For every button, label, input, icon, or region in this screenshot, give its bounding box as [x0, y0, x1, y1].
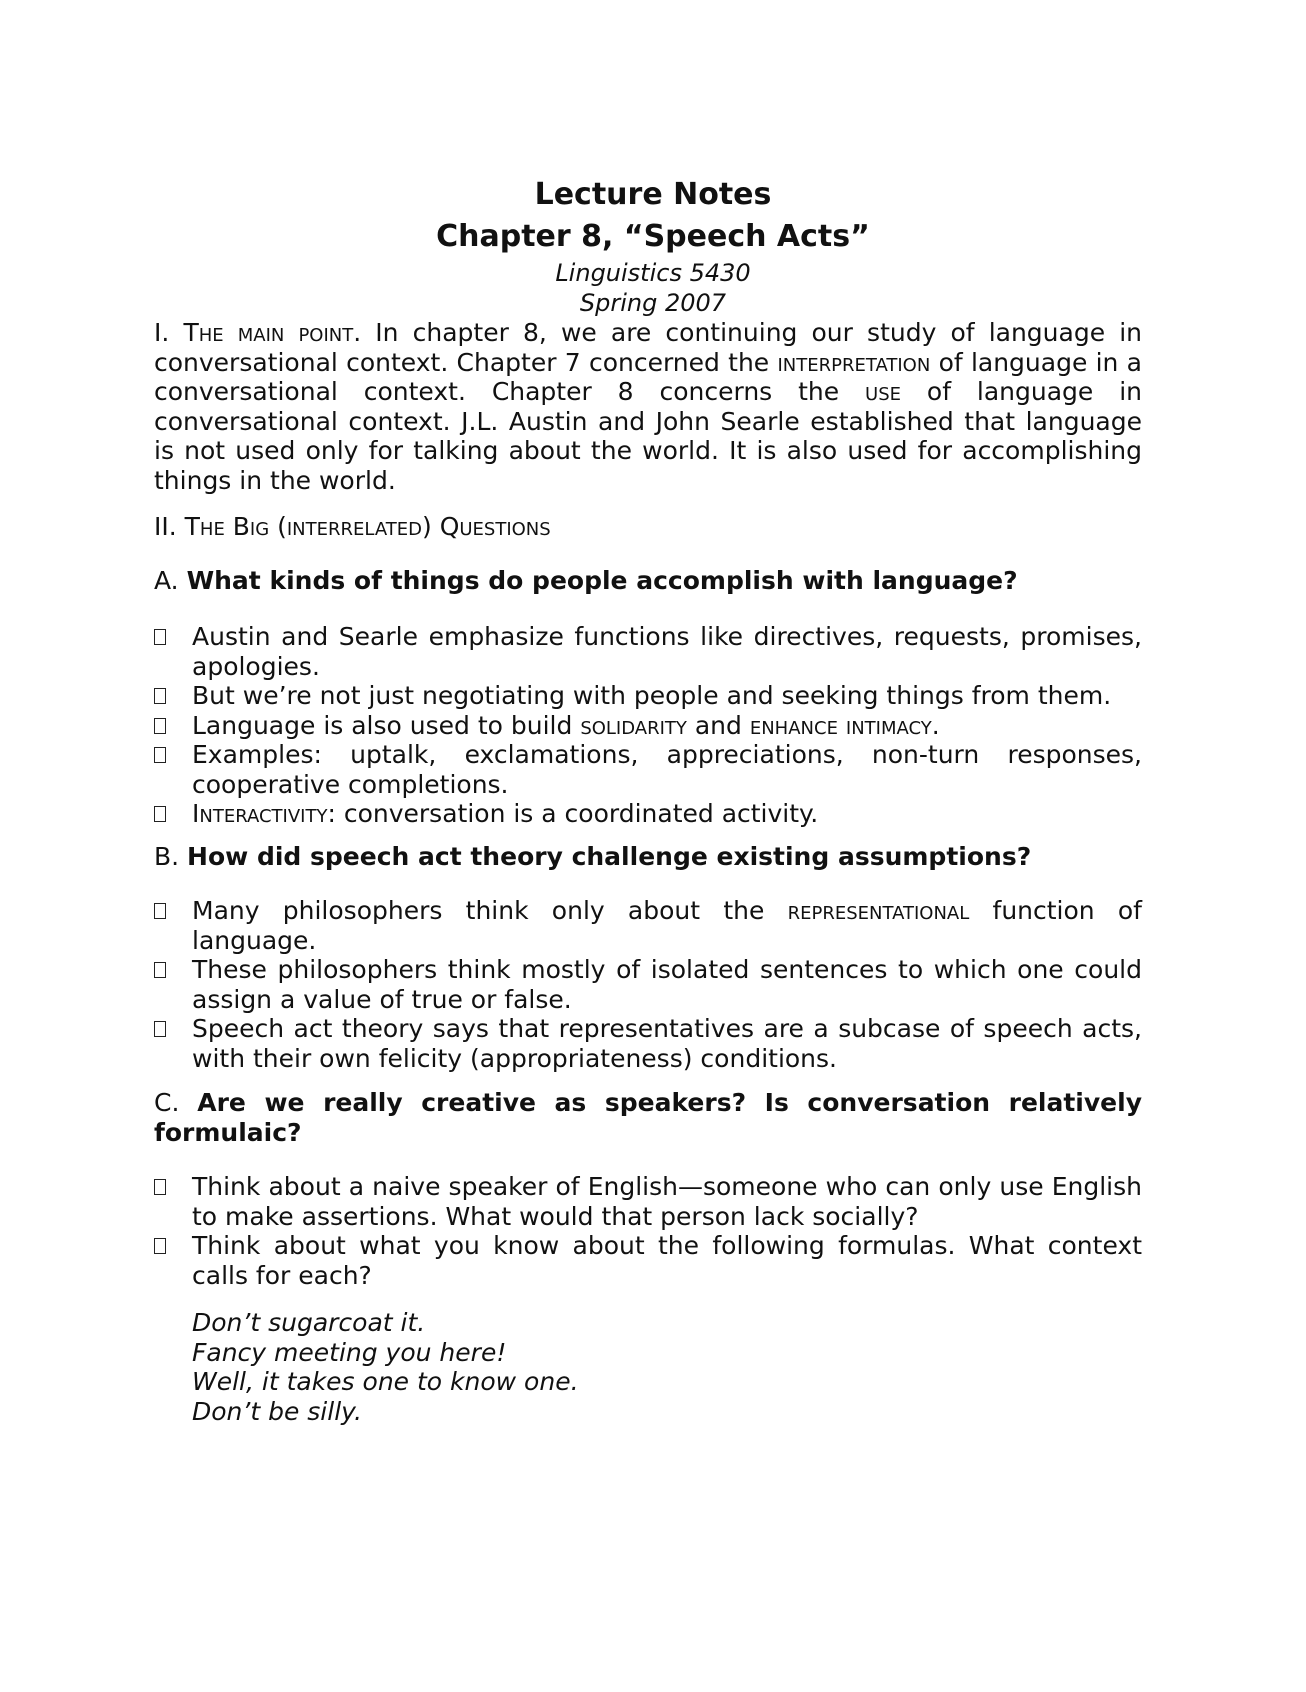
square-bullet-icon: [154, 1179, 166, 1195]
term-use: use: [865, 377, 902, 406]
formula-example: Don’t sugarcoat it.: [192, 1308, 426, 1337]
square-bullet-icon: [154, 688, 166, 704]
question-a-heading: [154, 566, 1142, 596]
list-item: But we’re not just negotiating with people and seeking things from them.: [154, 681, 1142, 711]
square-bullet-icon: [154, 1238, 166, 1254]
square-bullet-icon: [154, 962, 166, 978]
question-label: A.: [154, 566, 187, 595]
section-label: II.: [154, 512, 185, 541]
list-item: Think about what you know about the following formulas. What context calls for each?: [154, 1231, 1142, 1290]
question-c-bullets: [154, 1172, 1142, 1290]
square-bullet-icon: [154, 1021, 166, 1037]
question-label: B.: [154, 842, 188, 871]
question-b-bullets: [154, 896, 1142, 1073]
paragraph-text: of language in conversational context. J.L. Austin and John Searle established that language is not used only for talking about the world. It is also used for accomplishing things in the world.: [154, 377, 1143, 495]
term-representational: representational: [787, 896, 970, 925]
section-label: I.: [154, 318, 184, 347]
question-b-heading: [154, 842, 1142, 872]
list-item: Speech act theory says that representatives are a subcase of speech acts, with their own felicity (appropriateness) conditions.: [154, 1014, 1142, 1073]
question-text: Are we really creative as speakers? Is conversation relatively formulaic?: [154, 1088, 1142, 1147]
formula-example: Well, it takes one to know one.: [192, 1367, 579, 1396]
section-big-questions: [154, 512, 1142, 542]
chapter-title: Chapter 8, “Speech Acts”: [436, 219, 870, 254]
term-enhance-intimacy: enhance intimacy: [749, 710, 932, 740]
square-bullet-icon: [154, 747, 166, 763]
big-questions-heading: [154, 512, 1142, 542]
square-bullet-icon: [154, 903, 166, 919]
list-item: Many philosophers think only about the representational function of language.: [154, 896, 1142, 955]
question-c: [154, 1088, 1142, 1147]
list-item: Austin and Searle emphasize functions like directives, requests, promises, apologies.: [154, 622, 1142, 681]
question-label: C.: [154, 1088, 198, 1117]
list-item: Think about a naive speaker of English—someone who can only use English to make assertions. What would that person lack socially?: [154, 1172, 1142, 1231]
title-block: [0, 174, 1306, 318]
course-name: Linguistics 5430: [555, 259, 751, 287]
square-bullet-icon: [154, 718, 166, 734]
document-title: Lecture Notes: [534, 177, 772, 212]
question-text: What kinds of things do people accomplish with language?: [186, 566, 1018, 595]
paragraph-text: of language in a conversational context. Chapter 8 concerns the: [154, 347, 1142, 406]
question-c-heading: [154, 1088, 1142, 1147]
formula-example: Don’t be silly.: [192, 1396, 362, 1426]
list-item: Examples: uptalk, exclamations, appreciations, non-turn responses, cooperative completions.: [154, 740, 1142, 799]
main-point-paragraph: [154, 318, 1142, 495]
section-heading-text: The Big (interrelated) Questions: [184, 512, 551, 541]
square-bullet-icon: [154, 806, 166, 822]
section-main-point: [154, 318, 1142, 495]
term-interactivity: Interactivity: [192, 799, 328, 828]
term-solidarity: solidarity: [580, 710, 687, 740]
question-text: How did speech act theory challenge existing assumptions?: [187, 842, 1032, 871]
square-bullet-icon: [154, 629, 166, 645]
section-heading: The main point: [183, 318, 354, 347]
formula-examples: [154, 1308, 1142, 1426]
list-item: These philosophers think mostly of isolated sentences to which one could assign a value of true or false.: [154, 955, 1142, 1014]
term-interpretation: interpretation: [777, 347, 931, 377]
list-item: Interactivity: conversation is a coordinated activity.: [154, 799, 1142, 829]
question-a-bullets: [154, 622, 1142, 829]
list-item: Language is also used to build solidarity and enhance intimacy.: [154, 711, 1142, 741]
term: Spring 2007: [579, 289, 727, 317]
question-b: [154, 842, 1142, 872]
formula-example: Fancy meeting you here!: [192, 1337, 507, 1367]
paragraph-text: . In chapter 8, we are continuing our study of language in conversational context. Chapter 7 concerned the: [154, 318, 1142, 377]
question-a: [154, 566, 1142, 596]
